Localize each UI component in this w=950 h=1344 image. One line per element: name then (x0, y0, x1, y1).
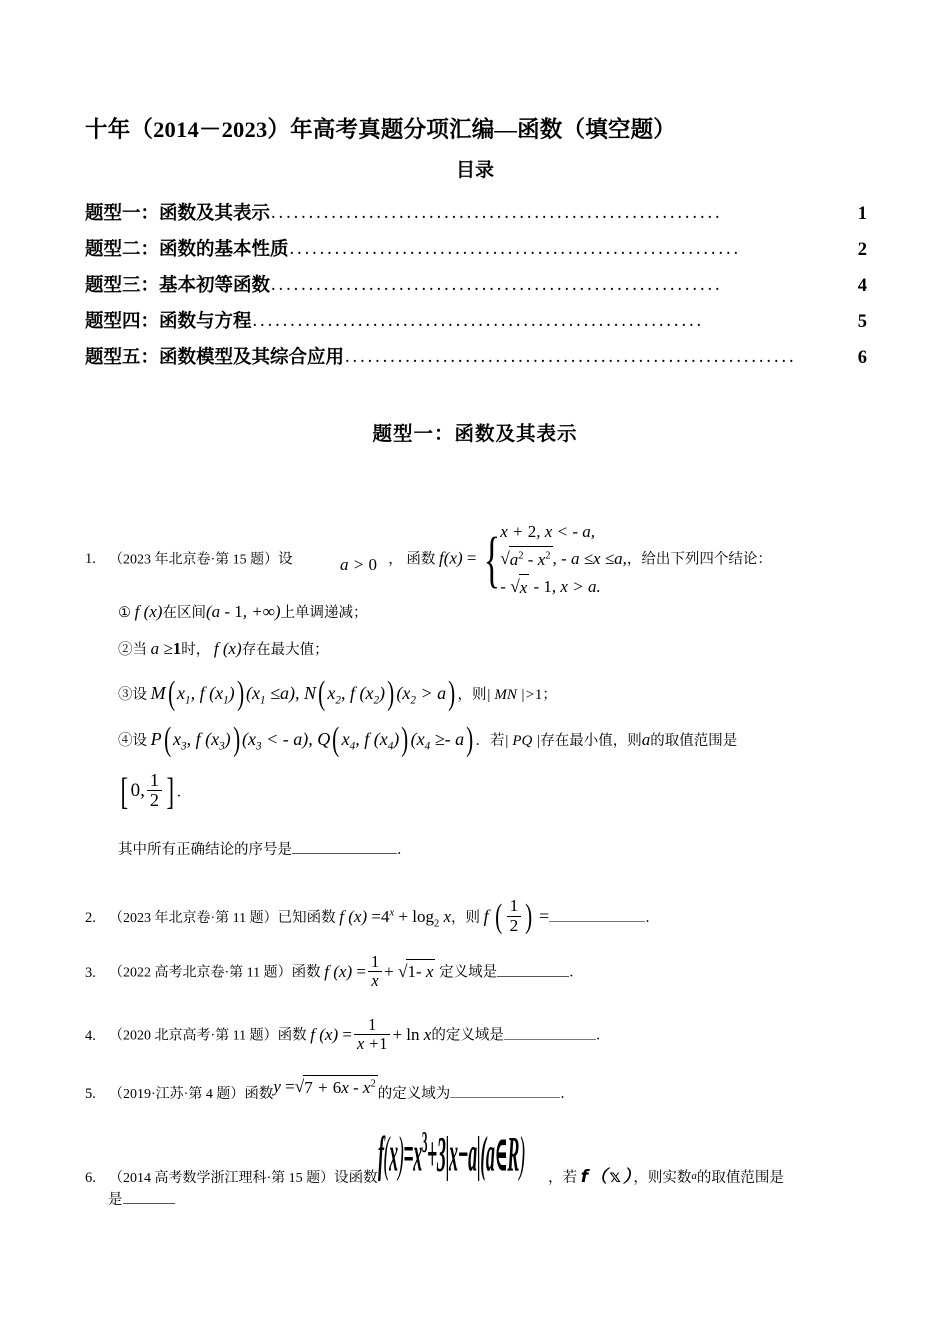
comma-separator: ， (388, 551, 403, 568)
conclusion-4-text-b: ．若 (475, 733, 505, 750)
toc-page-number: 2 (857, 240, 867, 260)
conclusion-4-text-a: 设 (132, 733, 147, 750)
problem-number: 3. (85, 964, 96, 981)
function-label: 函数 (406, 551, 436, 568)
piecewise-case-2: $√a^2 - x^2$ , - a ≤x ≤a, (500, 545, 627, 573)
problem-source: （2023 年北京卷·第 11 题） (109, 910, 278, 926)
problem-1-tail-text: 其中所有正确结论的序号是 (118, 842, 292, 858)
conclusion-2 (118, 638, 329, 659)
toc-page-number: 4 (857, 276, 867, 296)
toc-entry-label: 题型五：函数模型及其综合应用 (85, 348, 345, 368)
table-of-contents (85, 196, 867, 376)
page-title: 十年（2014－2023）年高考真题分项汇编—函数（填空题） (85, 117, 677, 142)
toc-dot-leader: ............................................................ (252, 311, 705, 331)
piecewise-case-3: - √x - 1, x > a. (500, 573, 627, 601)
problem-2-formula: f $(x) =4^x + \log_2 x$ (339, 906, 452, 930)
conclusion-3-points: M( $x_1$, f $(x_1)$) $(x_1 \le a)$, N( $x_2$, f $(x_2)$) $(x_2 > a)$ (150, 674, 456, 712)
toc-entry[interactable] (85, 340, 867, 376)
function-arg: (x) (443, 548, 463, 568)
conclusion-2-condition: a ≥1 (150, 639, 182, 658)
problem-item-3 (85, 952, 875, 990)
problem-text-mid: 的定义域是 (431, 1027, 504, 1044)
conclusion-1 (118, 601, 368, 622)
toc-dot-leader: ............................................................ (271, 275, 723, 295)
interval-period: ． (176, 784, 192, 801)
toc-entry[interactable] (85, 196, 867, 232)
answer-blank[interactable] (123, 1203, 175, 1204)
problem-item-4 (85, 1015, 875, 1053)
toc-entry[interactable] (85, 304, 867, 340)
problem-source: （2020 北京高考·第 11 题） (109, 1028, 278, 1044)
problem-text-after: ，则实数 (633, 1170, 692, 1186)
answer-blank[interactable] (450, 1097, 560, 1098)
answer-blank[interactable] (292, 853, 397, 854)
conclusion-2-text-b: 时， (181, 642, 211, 658)
conclusion-1-text-b: 上单调递减； (280, 605, 368, 621)
answer-blank[interactable] (497, 976, 569, 977)
conclusion-1-interval: (a - 1, +∞) (205, 602, 281, 621)
problem-5-formula: $y =√7 + 6x - x^2$ (273, 1077, 377, 1096)
conclusion-4-points: P( $x_3$, f $(x_3)$) ($x_3$ < - a), Q( $x_4$, f $(x_4)$) $(x_4 \ge- a)$ (150, 720, 474, 758)
problem-3-formula: f (x) = $\frac{1}{x}$ + √1- x (324, 952, 434, 990)
problem-text-before: 设函数 (334, 1170, 378, 1186)
conclusion-2-text-a: 当 (132, 642, 147, 658)
toc-page-number: 5 (857, 312, 867, 332)
problem-number: 4. (85, 1027, 96, 1044)
problem-number: 5. (85, 1086, 96, 1102)
problem-item-2 (85, 893, 875, 943)
problem-text-mid: ，若 (548, 1170, 578, 1186)
problem-1-condition (340, 553, 540, 578)
problem-item-5 (85, 1077, 875, 1106)
interval-value: [ 0, $\frac{1}{2}$ ] (120, 769, 175, 813)
problem-6-formula: $f(x)=x^3+3|x-a|(a\in R)$ (377, 1123, 525, 1183)
problem-6-variable: a (691, 1170, 697, 1182)
equals-sign: = (462, 548, 477, 568)
problem-after-text: ，给出下列四个结论： (626, 551, 772, 568)
problem-source: （2019·江苏·第 4 题） (109, 1087, 245, 1102)
toc-page-number: 6 (857, 348, 867, 368)
problem-text-before: 已知函数 (277, 909, 336, 926)
conclusion-3-text-a: 设 (132, 687, 147, 704)
problem-text-end: 的取值范围是 (696, 1170, 784, 1186)
problem-1-tail-period: ． (397, 842, 412, 858)
toc-entry[interactable] (85, 268, 867, 304)
problem-number: 6. (85, 1170, 96, 1186)
answer-blank[interactable] (504, 1039, 596, 1040)
problem-6-fx-bold: f（𝕩） (580, 1167, 634, 1187)
conclusion-1-text-a: 在区间 (162, 605, 206, 621)
toc-entry-label: 题型一：函数及其表示 (85, 204, 271, 224)
problem-text-before: 函数 (291, 964, 321, 981)
problem-source: （2023 年北京卷·第 15 题） (109, 552, 279, 568)
toc-dot-leader: ............................................................ (289, 239, 742, 259)
conclusion-3-mn: | MN |>1 (486, 687, 543, 704)
toc-dot-leader: ............................................................ (271, 203, 723, 223)
piecewise-case-1: x + 2, x < - a, (500, 522, 595, 541)
problem-text-end: ． (595, 1027, 611, 1044)
conclusion-4-text-d: 的取值范围是 (650, 733, 738, 750)
circled-number-2: ② (118, 642, 133, 658)
problem-text-end: ． (645, 909, 660, 926)
conclusion-2-text-c: 存在最大值； (241, 642, 329, 658)
toc-heading: 目录 (455, 160, 494, 181)
condition-a-positive: a > 0 (340, 555, 377, 574)
conclusion-4-text-c: 存在最小值，则 (540, 733, 642, 750)
conclusion-3-text-c: ； (542, 687, 557, 704)
answer-blank[interactable] (549, 921, 645, 922)
conclusion-4 (118, 722, 737, 760)
toc-page-number: 1 (857, 204, 867, 224)
problem-item-6 (85, 1123, 875, 1190)
problem-lead-text: 设 (278, 551, 293, 568)
problem-text-mid: 定义域是 (439, 964, 498, 981)
circled-number-1: ① (118, 605, 131, 621)
function-f-of-x: f (439, 548, 444, 568)
conclusion-2-math: f (x) (213, 639, 242, 658)
conclusion-4-var: a (641, 730, 651, 750)
circled-number-3: ③ (118, 687, 133, 704)
toc-entry-label: 题型三：基本初等函数 (85, 276, 271, 296)
toc-entry-label: 题型二：函数的基本性质 (85, 240, 289, 260)
problem-text-end: ． (560, 1086, 575, 1102)
toc-dot-leader: ............................................................ (345, 347, 797, 367)
left-brace-icon: { (483, 526, 500, 595)
problem-1-tail (118, 838, 412, 859)
circled-number-4: ④ (118, 733, 133, 750)
toc-entry[interactable] (85, 232, 867, 268)
problem-6-tail-text: 是 (108, 1192, 123, 1208)
problem-text-before: 函数 (277, 1027, 307, 1044)
problem-2-evaluate: f ( $\frac{1}{2}$ ) = (483, 896, 550, 935)
problem-text-mid: 的定义域为 (377, 1086, 451, 1102)
problem-6-tail (108, 1190, 898, 1211)
conclusion-1-math: f (x) (134, 602, 163, 621)
conclusion-3 (118, 676, 557, 714)
problem-text-end: ． (569, 964, 584, 981)
problem-text-before: 函数 (244, 1086, 274, 1102)
problem-number: 1. (85, 551, 96, 568)
problem-source: （2014 高考数学浙江理科·第 15 题） (109, 1171, 335, 1186)
problem-text-mid: ，则 (451, 909, 481, 926)
conclusion-3-text-b: ，则 (457, 687, 487, 704)
problem-number: 2. (85, 909, 96, 926)
problem-4-formula: f (x) = $\frac{1}{x +1}$ + ln x (310, 1015, 432, 1053)
section-heading: 题型一：函数及其表示 (372, 424, 578, 445)
toc-entry-label: 题型四：函数与方程 (85, 312, 252, 332)
conclusion-4-pq: | PQ | (504, 733, 541, 750)
conclusion-4-interval (118, 770, 191, 814)
problem-source: （2022 高考北京卷·第 11 题） (109, 965, 292, 981)
